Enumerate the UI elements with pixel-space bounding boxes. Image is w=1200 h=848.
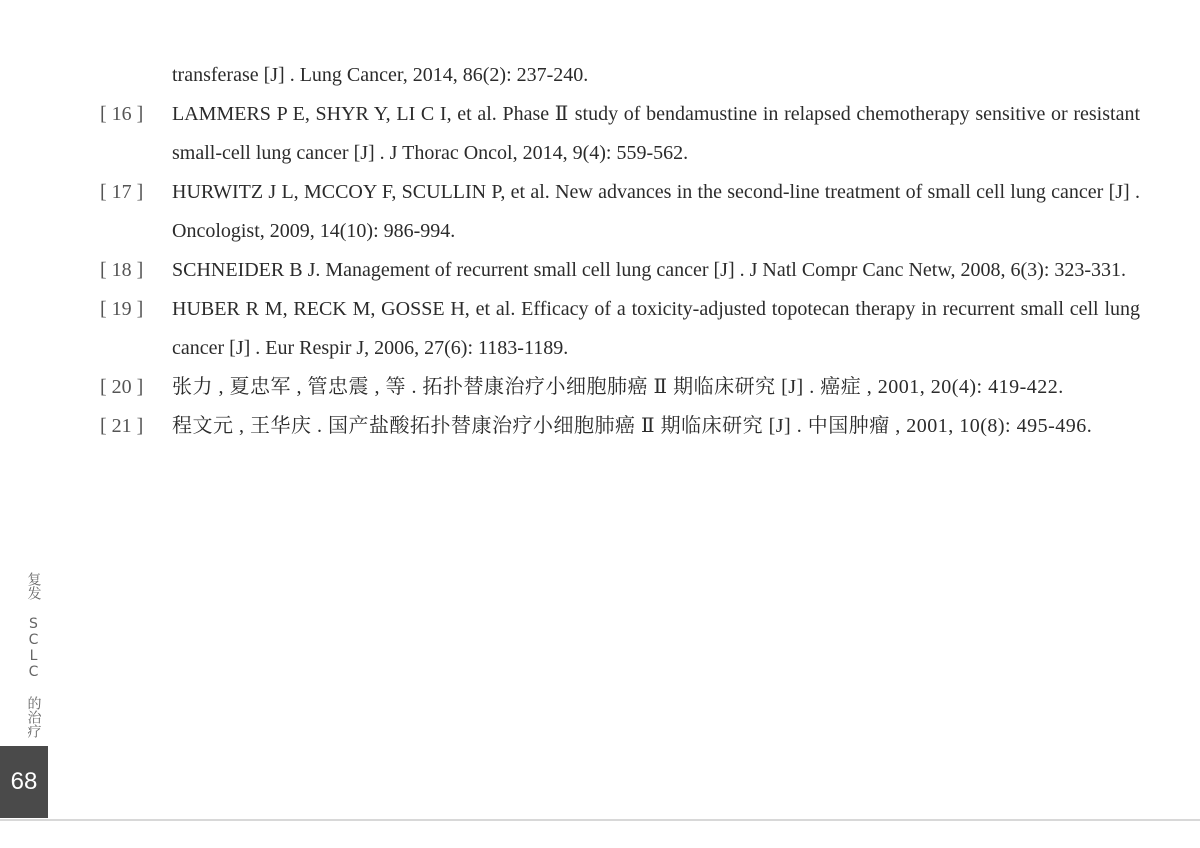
- reference-item: [100, 95, 1140, 173]
- reference-text: SCHNEIDER B J. Management of recurrent small cell lung cancer [J] . J Natl Compr Canc Netw, 2008, 6(3): 323-331.: [172, 259, 1127, 281]
- reference-item: [100, 290, 1140, 368]
- reference-number: [ 19 ]: [100, 298, 144, 320]
- reference-number: [ 16 ]: [100, 103, 144, 125]
- page-number: 68: [10, 768, 38, 795]
- chapter-side-label-text: 复发 SCLC 的治疗: [25, 572, 42, 738]
- reference-number: [ 18 ]: [100, 259, 144, 281]
- reference-item: [100, 407, 1140, 446]
- reference-number: [ 21 ]: [100, 415, 144, 437]
- reference-text: LAMMERS P E, SHYR Y, LI C I, et al. Phase Ⅱ study of bendamustine in relapsed chemotherapy sensitive or resistant small-cell lung cancer [J] . J Thorac Oncol, 2014, 9(4): 559-562.: [172, 103, 1140, 164]
- reference-item: [100, 368, 1140, 407]
- reference-text: HUBER R M, RECK M, GOSSE H, et al. Efficacy of a toxicity-adjusted topotecan therapy in recurrent small cell lung cancer [J] . Eur Respir J, 2006, 27(6): 1183-1189.: [172, 298, 1140, 359]
- reference-continuation: transferase [J] . Lung Cancer, 2014, 86(2): 237-240.: [172, 64, 589, 86]
- reference-text: HURWITZ J L, MCCOY F, SCULLIN P, et al. New advances in the second-line treatment of small cell lung cancer [J] . Oncologist, 2009, 14(10): 986-994.: [172, 181, 1140, 242]
- reference-item: [100, 173, 1140, 251]
- page-number-tab: [0, 746, 48, 818]
- chapter-side-label: [22, 572, 44, 742]
- reference-number: [ 17 ]: [100, 181, 144, 203]
- reference-text: 张力 , 夏忠军 , 管忠震 , 等 . 拓扑替康治疗小细胞肺癌 Ⅱ 期临床研究 [J] . 癌症 , 2001, 20(4): 419-422.: [172, 376, 1064, 398]
- bottom-divider: [0, 819, 1200, 821]
- reference-item: [100, 251, 1140, 290]
- reference-text: 程文元 , 王华庆 . 国产盐酸拓扑替康治疗小细胞肺癌 Ⅱ 期临床研究 [J] . 中国肿瘤 , 2001, 10(8): 495-496.: [172, 415, 1093, 437]
- reference-number: [ 20 ]: [100, 376, 144, 398]
- reference-list: [100, 56, 1140, 446]
